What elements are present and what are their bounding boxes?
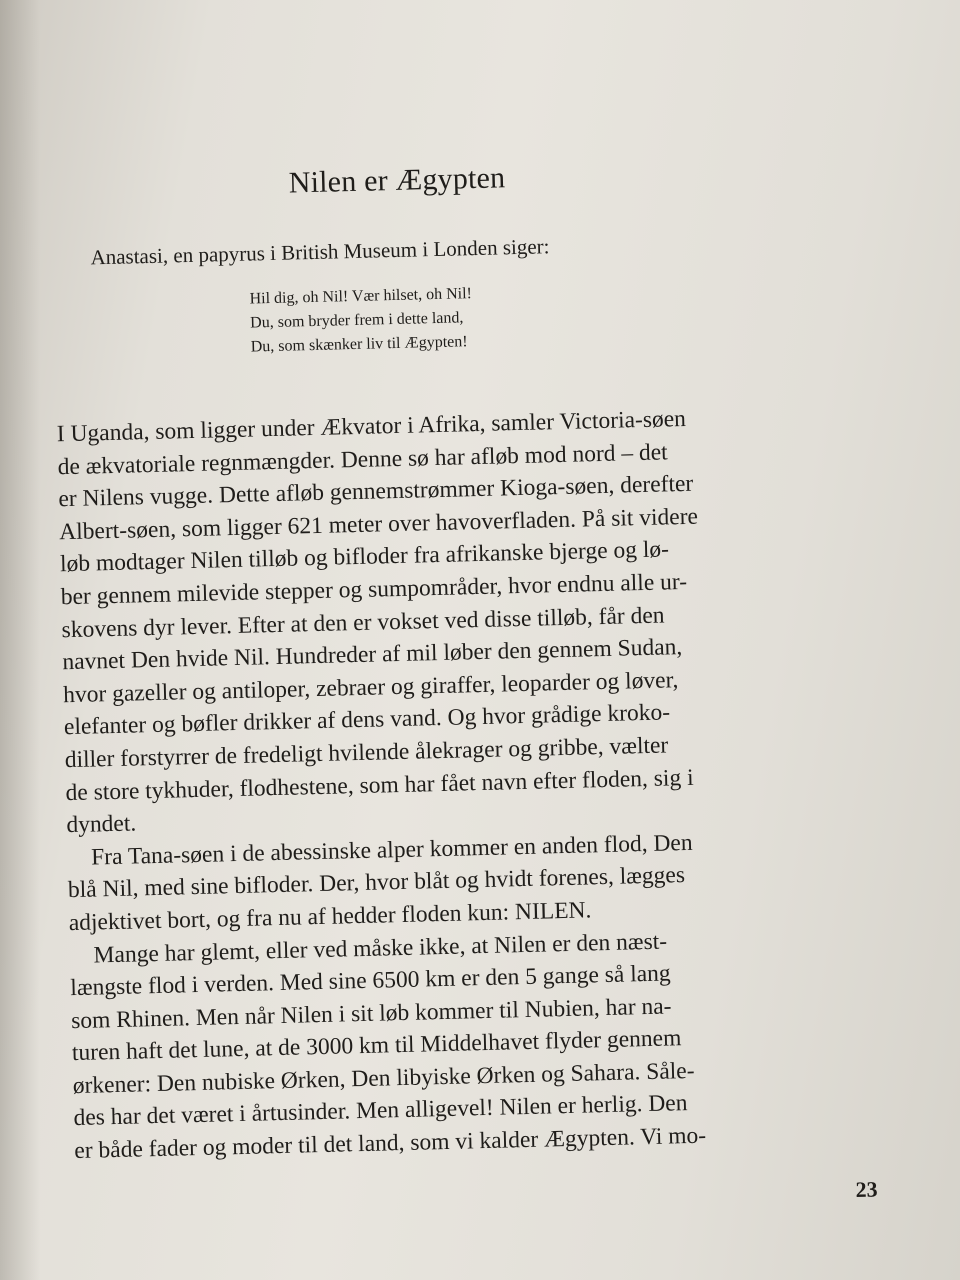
text-line: turen haft det lune, at de 3000 km til Middelhavet flyder gennem — [71, 1025, 682, 1067]
text-line: diller forstyrrer de fredeligt hvilende ålekrager og gribbe, vælter — [64, 732, 669, 774]
text-line: navnet Den hvide Nil. Hundreder af mil løber den gennem Sudan, — [62, 634, 683, 676]
text-line: des har det været i årtusinder. Men alligevel! Nilen er herlig. Den — [73, 1090, 688, 1132]
poem-line: Du, som skænker liv til Ægypten! — [250, 333, 468, 356]
text-line: de ækvatoriale regnmængder. Denne sø har afløb mod nord – det — [57, 438, 668, 480]
text-line: Mange har glemt, eller ved måske ikke, at Nilen er den næst- — [93, 928, 668, 969]
text-line: de store tykhuder, flodhestene, som har fået navn efter floden, sig i — [65, 764, 694, 806]
text-line: elefanter og bøfler drikker af dens vand. Og hvor grådige kroko- — [63, 699, 671, 741]
text-line: løb modtager Nilen tilløb og bifloder fra afrikanske bjerge og lø- — [59, 536, 670, 578]
text-line: dyndet. — [66, 810, 137, 839]
text-line: længste flod i verden. Med sine 6500 km er den 5 gange så lang — [70, 960, 671, 1002]
text-line: hvor gazeller og antiloper, zebraer og giraffer, leoparder og løver, — [62, 666, 679, 708]
text-line: I Uganda, som ligger under Ækvator i Afrika, samler Victoria-søen — [56, 405, 687, 448]
body-text — [56, 399, 874, 1168]
text-line: adjektivet bort, og fra nu af hedder floden kun: NILEN. — [68, 897, 592, 937]
text-line: som Rhinen. Men når Nilen i sit løb kommer til Nubien, har na- — [70, 993, 672, 1034]
text-line: blå Nil, med sine bifloder. Der, hvor blåt og hvidt forenes, lægges — [67, 862, 686, 904]
text-line: er Nilens vugge. Dette afløb gennemstrømmer Kioga-søen, derefter — [58, 470, 694, 513]
chapter-title: Nilen er Ægypten — [288, 161, 506, 200]
page-number: 23 — [855, 1176, 878, 1202]
poem-line: Hil dig, oh Nil! Vær hilset, oh Nil! — [249, 285, 473, 308]
text-line: ber gennem milevide stepper og sumpområder, hvor endnu alle ur- — [60, 568, 688, 611]
text-line: Albert-søen, som ligger 621 meter over havoverfladen. På sit videre — [58, 503, 699, 546]
text-line: Fra Tana-søen i de abessinske alper kommer en anden flod, Den — [90, 829, 693, 871]
poem-line: Du, som bryder frem i dette land, — [249, 309, 464, 332]
text-line: ørkener: Den nubiske Ørken, Den libyiske Ørken og Sahara. Såle- — [72, 1057, 695, 1099]
poem-quote — [249, 282, 473, 359]
text-line: skovens dyr lever. Efter at den er vokset ved disse tilløb, får den — [61, 602, 665, 643]
text-line: er både fader og moder til det land, som vi kalder Ægypten. Vi mo- — [74, 1122, 707, 1165]
intro-sentence: Anastasi, en papyrus i British Museum i Londen siger: — [90, 234, 550, 270]
